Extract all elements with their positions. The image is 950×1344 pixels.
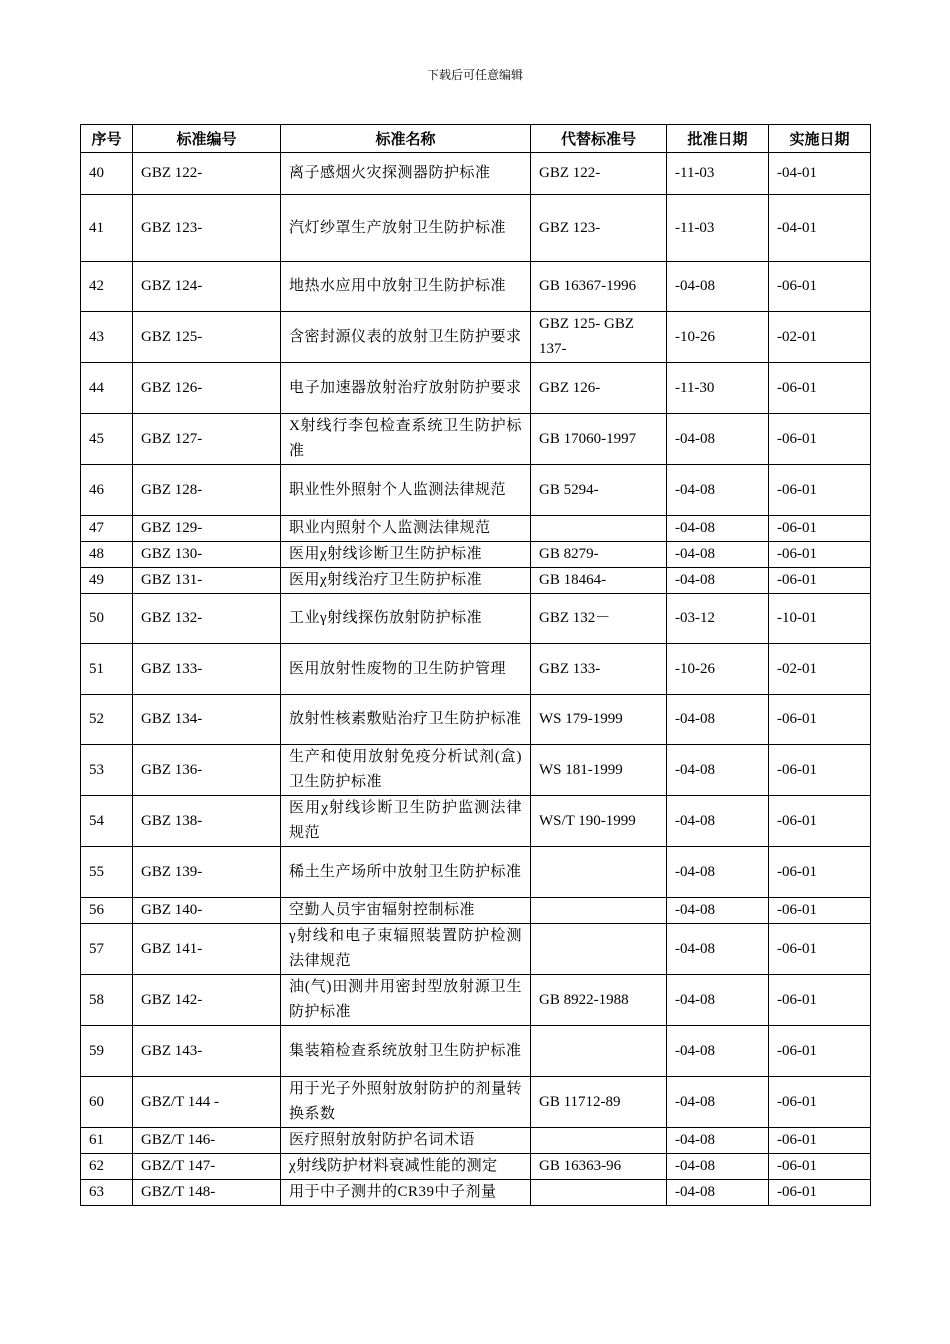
cell-index: 40 <box>81 153 133 195</box>
cell-effective-date: -06-01 <box>769 1154 871 1180</box>
cell-effective-date: -02-01 <box>769 312 871 363</box>
cell-effective-date: -06-01 <box>769 262 871 312</box>
cell-replaced-standard: GBZ 132－ <box>531 594 667 644</box>
cell-index: 60 <box>81 1077 133 1128</box>
cell-effective-date: -04-01 <box>769 153 871 195</box>
cell-standard-number: GBZ 122- <box>133 153 281 195</box>
cell-index: 48 <box>81 542 133 568</box>
table-body <box>81 153 871 1206</box>
cell-standard-number: GBZ 128- <box>133 465 281 516</box>
cell-replaced-standard: WS 179-1999 <box>531 695 667 745</box>
cell-standard-name: 医用χ射线诊断卫生防护监测法律规范 <box>281 796 531 847</box>
cell-replaced-standard: GB 5294- <box>531 465 667 516</box>
cell-standard-number: GBZ/T 146- <box>133 1128 281 1154</box>
cell-standard-name: 医用放射性废物的卫生防护管理 <box>281 644 531 695</box>
cell-standard-name: 生产和使用放射免疫分析试剂(盒) 卫生防护标准 <box>281 745 531 796</box>
table-row <box>81 195 871 262</box>
table-row <box>81 1128 871 1154</box>
table-row <box>81 594 871 644</box>
cell-effective-date: -06-01 <box>769 465 871 516</box>
cell-effective-date: -06-01 <box>769 516 871 542</box>
cell-effective-date: -06-01 <box>769 542 871 568</box>
cell-replaced-standard <box>531 516 667 542</box>
cell-replaced-standard: WS 181-1999 <box>531 745 667 796</box>
cell-approval-date: -11-03 <box>667 153 769 195</box>
cell-index: 57 <box>81 924 133 975</box>
cell-standard-name: 医用χ射线诊断卫生防护标准 <box>281 542 531 568</box>
cell-effective-date: -06-01 <box>769 847 871 898</box>
cell-replaced-standard: GB 8279- <box>531 542 667 568</box>
cell-replaced-standard: GBZ 133- <box>531 644 667 695</box>
cell-standard-name: γ射线和电子束辐照装置防护检测法律规范 <box>281 924 531 975</box>
cell-standard-number: GBZ 131- <box>133 568 281 594</box>
cell-index: 59 <box>81 1026 133 1077</box>
cell-standard-number: GBZ 136- <box>133 745 281 796</box>
cell-approval-date: -04-08 <box>667 516 769 542</box>
column-header-standard-name: 标准名称 <box>281 125 531 153</box>
cell-approval-date: -04-08 <box>667 1128 769 1154</box>
table-row <box>81 745 871 796</box>
table-row <box>81 1154 871 1180</box>
cell-effective-date: -06-01 <box>769 898 871 924</box>
table-row <box>81 1180 871 1206</box>
column-header-index: 序号 <box>81 125 133 153</box>
cell-index: 43 <box>81 312 133 363</box>
cell-standard-number: GBZ 130- <box>133 542 281 568</box>
cell-effective-date: -06-01 <box>769 975 871 1026</box>
cell-standard-name: χ射线防护材料衰减性能的测定 <box>281 1154 531 1180</box>
cell-standard-number: GBZ/T 148- <box>133 1180 281 1206</box>
cell-index: 61 <box>81 1128 133 1154</box>
cell-index: 55 <box>81 847 133 898</box>
table-row <box>81 924 871 975</box>
cell-replaced-standard <box>531 924 667 975</box>
table-row <box>81 363 871 414</box>
cell-standard-name: 含密封源仪表的放射卫生防护要求 <box>281 312 531 363</box>
cell-standard-number: GBZ 124- <box>133 262 281 312</box>
cell-approval-date: -04-08 <box>667 1077 769 1128</box>
cell-approval-date: -11-30 <box>667 363 769 414</box>
cell-approval-date: -04-08 <box>667 695 769 745</box>
column-header-replaced-standard: 代替标准号 <box>531 125 667 153</box>
cell-standard-number: GBZ/T 147- <box>133 1154 281 1180</box>
column-header-effective-date: 实施日期 <box>769 125 871 153</box>
cell-approval-date: -04-08 <box>667 745 769 796</box>
cell-effective-date: -06-01 <box>769 1180 871 1206</box>
cell-index: 45 <box>81 414 133 465</box>
cell-approval-date: -10-26 <box>667 312 769 363</box>
cell-effective-date: -06-01 <box>769 796 871 847</box>
cell-approval-date: -04-08 <box>667 1026 769 1077</box>
cell-approval-date: -04-08 <box>667 924 769 975</box>
cell-replaced-standard: GB 11712-89 <box>531 1077 667 1128</box>
table-row <box>81 847 871 898</box>
standards-table <box>80 124 871 1206</box>
cell-replaced-standard: GBZ 125- GBZ 137- <box>531 312 667 363</box>
cell-standard-name: 稀土生产场所中放射卫生防护标准 <box>281 847 531 898</box>
cell-standard-number: GBZ 139- <box>133 847 281 898</box>
cell-standard-name: 医疗照射放射防护名词术语 <box>281 1128 531 1154</box>
cell-standard-name: 汽灯纱罩生产放射卫生防护标准 <box>281 195 531 262</box>
cell-replaced-standard <box>531 1026 667 1077</box>
cell-effective-date: -06-01 <box>769 924 871 975</box>
table-row <box>81 1077 871 1128</box>
cell-replaced-standard: WS/T 190-1999 <box>531 796 667 847</box>
cell-standard-name: 职业性外照射个人监测法律规范 <box>281 465 531 516</box>
cell-index: 47 <box>81 516 133 542</box>
cell-replaced-standard <box>531 898 667 924</box>
cell-effective-date: -06-01 <box>769 1077 871 1128</box>
column-header-standard-number: 标准编号 <box>133 125 281 153</box>
cell-effective-date: -06-01 <box>769 695 871 745</box>
cell-replaced-standard: GB 16363-96 <box>531 1154 667 1180</box>
table-row <box>81 568 871 594</box>
cell-effective-date: -06-01 <box>769 568 871 594</box>
cell-approval-date: -03-12 <box>667 594 769 644</box>
table-row <box>81 975 871 1026</box>
cell-standard-number: GBZ 142- <box>133 975 281 1026</box>
cell-approval-date: -04-08 <box>667 542 769 568</box>
cell-index: 49 <box>81 568 133 594</box>
cell-index: 46 <box>81 465 133 516</box>
cell-replaced-standard: GBZ 126- <box>531 363 667 414</box>
cell-index: 41 <box>81 195 133 262</box>
cell-index: 50 <box>81 594 133 644</box>
cell-index: 51 <box>81 644 133 695</box>
cell-effective-date: -06-01 <box>769 1128 871 1154</box>
cell-replaced-standard <box>531 847 667 898</box>
table-row <box>81 153 871 195</box>
cell-approval-date: -04-08 <box>667 414 769 465</box>
cell-standard-number: GBZ 125- <box>133 312 281 363</box>
cell-standard-name: 职业内照射个人监测法律规范 <box>281 516 531 542</box>
cell-replaced-standard <box>531 1128 667 1154</box>
cell-index: 58 <box>81 975 133 1026</box>
cell-effective-date: -06-01 <box>769 363 871 414</box>
cell-replaced-standard: GB 16367-1996 <box>531 262 667 312</box>
cell-standard-name: 集装箱检查系统放射卫生防护标准 <box>281 1026 531 1077</box>
cell-effective-date: -04-01 <box>769 195 871 262</box>
cell-standard-name: 电子加速器放射治疗放射防护要求 <box>281 363 531 414</box>
cell-standard-number: GBZ 133- <box>133 644 281 695</box>
cell-effective-date: -06-01 <box>769 414 871 465</box>
cell-approval-date: -04-08 <box>667 975 769 1026</box>
cell-standard-name: 离子感烟火灾探测器防护标准 <box>281 153 531 195</box>
cell-standard-number: GBZ 126- <box>133 363 281 414</box>
table-row <box>81 1026 871 1077</box>
table-row <box>81 542 871 568</box>
cell-replaced-standard <box>531 1180 667 1206</box>
cell-effective-date: -06-01 <box>769 1026 871 1077</box>
table-row <box>81 262 871 312</box>
cell-approval-date: -10-26 <box>667 644 769 695</box>
table-row <box>81 465 871 516</box>
cell-standard-number: GBZ 143- <box>133 1026 281 1077</box>
cell-replaced-standard: GB 17060-1997 <box>531 414 667 465</box>
cell-index: 44 <box>81 363 133 414</box>
table-row <box>81 898 871 924</box>
table-row <box>81 312 871 363</box>
table-row <box>81 796 871 847</box>
table-row <box>81 516 871 542</box>
cell-standard-name: 用于光子外照射放射防护的剂量转换系数 <box>281 1077 531 1128</box>
cell-approval-date: -04-08 <box>667 465 769 516</box>
column-header-approval-date: 批准日期 <box>667 125 769 153</box>
cell-standard-number: GBZ 123- <box>133 195 281 262</box>
cell-standard-name: 空勤人员宇宙辐射控制标准 <box>281 898 531 924</box>
cell-standard-number: GBZ 134- <box>133 695 281 745</box>
cell-replaced-standard: GB 8922-1988 <box>531 975 667 1026</box>
cell-standard-name: 用于中子测井的CR39中子剂量 <box>281 1180 531 1206</box>
cell-standard-number: GBZ 141- <box>133 924 281 975</box>
cell-effective-date: -10-01 <box>769 594 871 644</box>
cell-replaced-standard: GB 18464- <box>531 568 667 594</box>
cell-effective-date: -06-01 <box>769 745 871 796</box>
cell-standard-name: 地热水应用中放射卫生防护标准 <box>281 262 531 312</box>
cell-index: 56 <box>81 898 133 924</box>
cell-index: 63 <box>81 1180 133 1206</box>
cell-standard-number: GBZ 127- <box>133 414 281 465</box>
table-header-row <box>81 125 871 153</box>
cell-standard-number: GBZ/T 144 - <box>133 1077 281 1128</box>
cell-standard-number: GBZ 129- <box>133 516 281 542</box>
cell-standard-number: GBZ 138- <box>133 796 281 847</box>
table-row <box>81 644 871 695</box>
cell-standard-name: 油(气)田测井用密封型放射源卫生防护标准 <box>281 975 531 1026</box>
cell-standard-name: 工业γ射线探伤放射防护标准 <box>281 594 531 644</box>
cell-standard-name: X射线行李包检查系统卫生防护标准 <box>281 414 531 465</box>
table-row <box>81 695 871 745</box>
cell-approval-date: -04-08 <box>667 568 769 594</box>
cell-approval-date: -04-08 <box>667 262 769 312</box>
cell-index: 52 <box>81 695 133 745</box>
cell-effective-date: -02-01 <box>769 644 871 695</box>
table-row <box>81 414 871 465</box>
cell-index: 53 <box>81 745 133 796</box>
page-header-note: 下载后可任意编辑 <box>426 68 523 82</box>
cell-approval-date: -04-08 <box>667 1180 769 1206</box>
cell-approval-date: -04-08 <box>667 847 769 898</box>
cell-standard-name: 放射性核素敷贴治疗卫生防护标准 <box>281 695 531 745</box>
cell-approval-date: -04-08 <box>667 1154 769 1180</box>
cell-replaced-standard: GBZ 122- <box>531 153 667 195</box>
cell-approval-date: -04-08 <box>667 898 769 924</box>
cell-approval-date: -11-03 <box>667 195 769 262</box>
cell-approval-date: -04-08 <box>667 796 769 847</box>
cell-index: 54 <box>81 796 133 847</box>
cell-replaced-standard: GBZ 123- <box>531 195 667 262</box>
cell-index: 62 <box>81 1154 133 1180</box>
cell-standard-name: 医用χ射线治疗卫生防护标准 <box>281 568 531 594</box>
cell-standard-number: GBZ 132- <box>133 594 281 644</box>
cell-standard-number: GBZ 140- <box>133 898 281 924</box>
cell-index: 42 <box>81 262 133 312</box>
